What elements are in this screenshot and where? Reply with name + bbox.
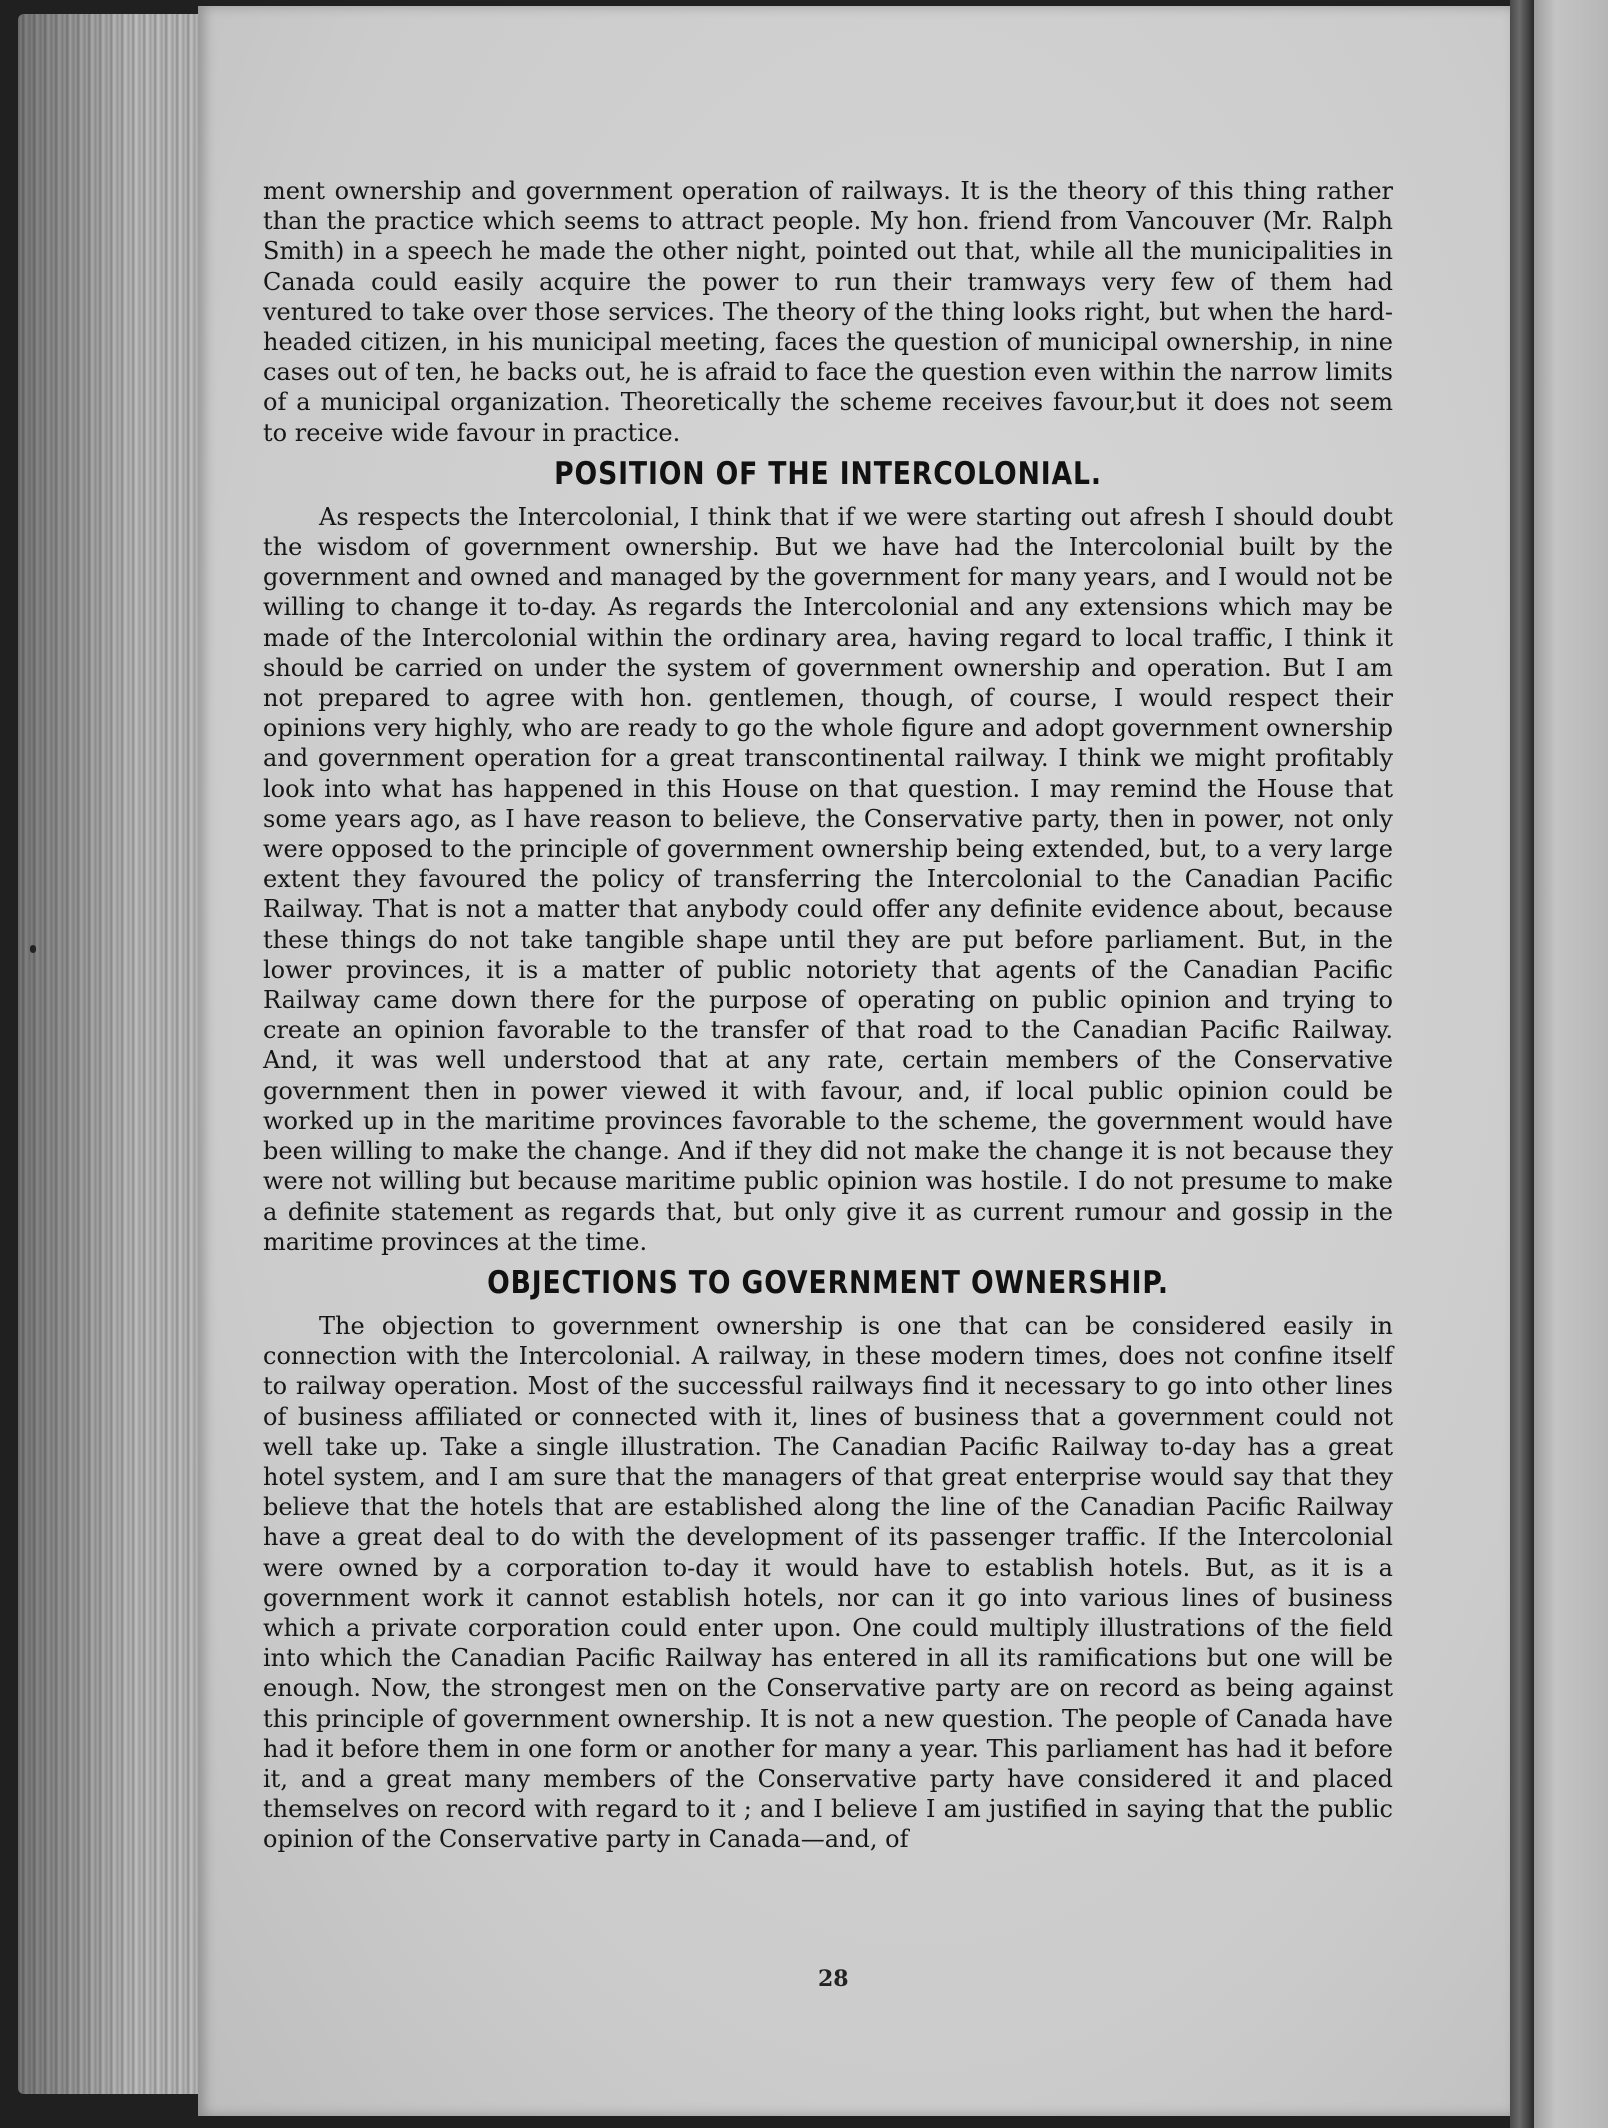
section-heading-intercolonial: POSITION OF THE INTERCOLONIAL.	[554, 455, 1102, 492]
gutter-mark	[30, 945, 36, 953]
adjacent-page-edge	[1534, 0, 1608, 2128]
page-sheet	[198, 6, 1510, 2116]
book-page-edges	[18, 14, 208, 2094]
page-text-block	[263, 176, 1393, 1855]
binding-shadow	[1510, 0, 1534, 2128]
objections-paragraph: The objection to government ownership is one that can be considered easily in connection with the Intercolonial. A railway, in these modern times, does not confine itself to railway operation. Most of the successful railways find it necessary to go into other lines of business affiliated or connected with it, lines of business that a government could not well take up. Take a single illustration. The Canadian Pacific Railway to-day has a great hotel system, and I am sure that the managers of that great enterprise would say that they believe that the hotels that are established along the line of the Canadian Pacific Railway have a great deal to do with the development of its passenger traffic. If the Intercolonial were owned by a corporation to-day it would have to establish hotels. But, as it is a government work it cannot establish hotels, nor can it go into various lines of business which a private corporation could enter upon. One could multiply illustrations of the field into which the Canadian Pacific Railway has entered in all its ramifications but one will be enough. Now, the strongest men on the Conservative party are on record as being against this principle of government ownership. It is not a new question. The people of Canada have had it before them in one form or another for many a year. This parliament has had it before it, and a great many members of the Conservative party have considered it and placed themselves on record with regard to it ; and I believe I am justified in saying that the public opinion of the Conservative party in Canada—and, of	[263, 1311, 1393, 1854]
intercolonial-paragraph: As respects the Intercolonial, I think that if we were starting out afresh I should doubt the wisdom of government ownership. But we have had the Intercolonial built by the government and owned and managed by the government for many years, and I would not be willing to change it to-day. As regards the Intercolonial and any extensions which may be made of the Intercolonial within the ordinary area, having regard to local traffic, I think it should be carried on under the system of government ownership and operation. But I am not prepared to agree with hon. gentlemen, though, of course, I would respect their opinions very highly, who are ready to go the whole figure and adopt government ownership and government operation for a great transcontinental railway. I think we might profitably look into what has happened in this House on that question. I may remind the House that some years ago, as I have reason to believe, the Conservative party, then in power, not only were opposed to the principle of government ownership being extended, but, to a very large extent they favoured the policy of transferring the Intercolonial to the Canadian Pacific Railway. That is not a matter that anybody could offer any definite evidence about, because these things do not take tangible shape until they are put before parliament. But, in the lower provinces, it is a matter of public notoriety that agents of the Canadian Pacific Railway came down there for the purpose of operating on public opinion and trying to create an opinion favorable to the transfer of that road to the Canadian Pacific Railway. And, it was well understood that at any rate, certain members of the Conservative government then in power viewed it with favour, and, if local public opinion could be worked up in the maritime provinces favorable to the scheme, the government would have been willing to make the change. And if they did not make the change it is not because they were not willing but because maritime public opinion was hostile. I do not presume to make a definite statement as regards that, but only give it as current rumour and gossip in the maritime provinces at the time.	[263, 502, 1393, 1256]
page-number: 28	[818, 1966, 849, 1992]
section-heading-objections: OBJECTIONS TO GOVERNMENT OWNERSHIP.	[487, 1264, 1169, 1301]
intro-paragraph: ment ownership and government operation of railways. It is the theory of this thing rather than the practice which seems to attract people. My hon. friend from Vancouver (Mr. Ralph Smith) in a speech he made the other night, pointed out that, while all the municipalities in Canada could easily acquire the power to run their tramways very few of them had ventured to take over those services. The theory of the thing looks right, but when the hard-headed citizen, in his municipal meeting, faces the question of municipal ownership, in nine cases out of ten, he backs out, he is afraid to face the question even within the narrow limits of a municipal organization. Theoretically the scheme receives favour,but it does not seem to receive wide favour in practice.	[263, 177, 1393, 447]
